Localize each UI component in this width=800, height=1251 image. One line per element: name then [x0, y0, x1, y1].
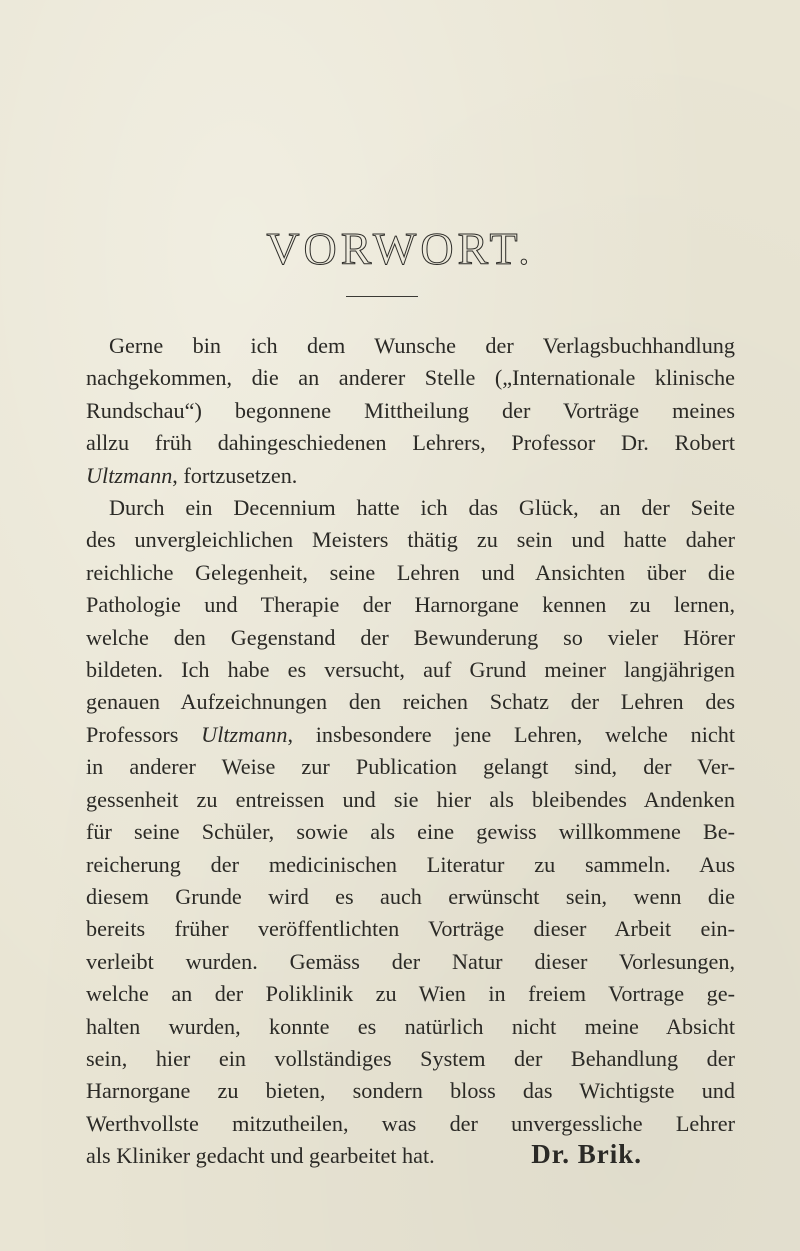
author-name-italic: Ultzmann — [201, 721, 288, 747]
text-line: verleibt wurden. Gemäss der Natur dieser Vorlesungen, — [86, 948, 735, 974]
text-line: Werthvollste mitzutheilen, was der unvergessliche Lehrer — [86, 1110, 735, 1136]
text-line — [86, 719, 735, 751]
text-line: nachgekommen, die an anderer Stelle („Internationale klinische — [86, 365, 735, 391]
text-line: in anderer Weise zur Publication gelangt sind, der Ver- — [86, 754, 735, 780]
text-line: Pathologie und Therapie der Harnorgane kennen zu lernen, — [86, 592, 735, 618]
text-line: reicherung der medicinischen Literatur zu sammeln. Aus — [86, 851, 735, 877]
text-line: genauen Aufzeichnungen den reichen Schatz der Lehren des — [86, 689, 735, 715]
text-line: für seine Schüler, sowie als eine gewiss willkommene Be- — [86, 819, 735, 845]
text-line: welche den Gegenstand der Bewunderung so vieler Hörer — [86, 624, 735, 650]
author-name-italic: Ultzmann — [86, 462, 173, 488]
body-text — [86, 330, 735, 1173]
text-line: Harnorgane zu bieten, sondern bloss das Wichtigste und — [86, 1078, 735, 1104]
text-line: bildeten. Ich habe es versucht, auf Grund meiner langjährigen — [86, 657, 735, 683]
text-line: Rundschau“) begonnene Mittheilung der Vorträge meines — [86, 397, 735, 423]
text-line: welche an der Poliklinik zu Wien in freiem Vortrage ge- — [86, 981, 735, 1007]
text-fragment: , fortzusetzen. — [172, 462, 298, 488]
signature: Dr. Brik. — [531, 1139, 642, 1169]
paragraph-1 — [86, 330, 735, 492]
text-line: gessenheit zu entreissen und sie hier als bleibendes Andenken — [86, 786, 735, 812]
text-fragment: , insbesondere jene Lehren, welche nicht — [287, 721, 735, 747]
text-line: Gerne bin ich dem Wunsche der Verlagsbuchhandlung — [109, 333, 735, 358]
text-line: allzu früh dahingeschiedenen Lehrers, Professor Dr. Robert — [86, 430, 735, 456]
text-line: des unvergleichlichen Meisters thätig zu sein und hatte daher — [86, 527, 735, 553]
text-line: reichliche Gelegenheit, seine Lehren und Ansichten über die — [86, 559, 735, 585]
text-line: halten wurden, konnte es natürlich nicht meine Absicht — [86, 1013, 735, 1039]
title-divider — [346, 296, 418, 297]
page-title: VORWORT. — [266, 223, 534, 274]
text-line — [86, 460, 735, 492]
text-line: bereits früher veröffentlichten Vorträge dieser Arbeit ein- — [86, 916, 735, 942]
text-fragment: Professors — [86, 721, 202, 747]
text-line: diesem Grunde wird es auch erwünscht sein, wenn die — [86, 883, 735, 909]
text-line: als Kliniker gedacht und gearbeitet hat. — [86, 1143, 435, 1169]
text-line: Durch ein Decennium hatte ich das Glück, an der Seite — [109, 495, 735, 521]
paragraph-2 — [86, 492, 735, 1173]
text-line: sein, hier ein vollständiges System der Behandlung der — [86, 1045, 735, 1071]
